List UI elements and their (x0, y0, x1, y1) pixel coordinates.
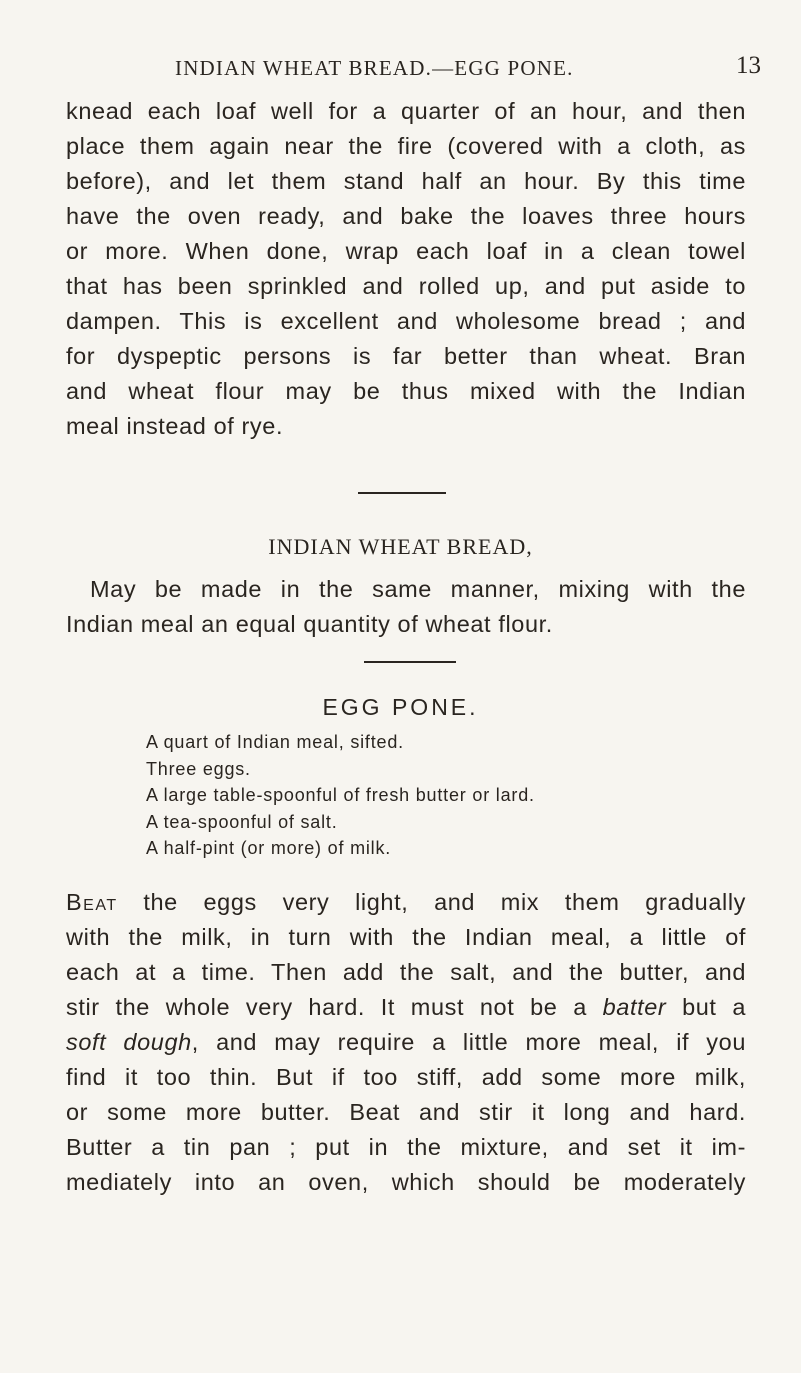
ingredient-item: A quart of Indian meal, sifted. (146, 732, 404, 752)
text-line: each at a time. Then add the salt, and the butter, and (66, 959, 746, 985)
italic-term: soft dough (66, 1029, 192, 1055)
paragraph-indian-wheat-cont (66, 607, 746, 642)
ingredient-item: Three eggs. (146, 758, 251, 779)
ingredient-list (146, 729, 535, 862)
paragraph-knead (66, 94, 746, 444)
lead-word: Beat (66, 889, 118, 915)
text-line (66, 885, 746, 920)
text-line: mediately into an oven, which should be moderately (66, 1169, 746, 1195)
text-line: find it too thin. But if too stiff, add some more milk, (66, 1064, 746, 1090)
text-line: with the milk, in turn with the Indian meal, a little of (66, 924, 746, 950)
text-line: before), and let them stand half an hour. By this time (66, 168, 746, 194)
text-line: and wheat flour may be thus mixed with the Indian (66, 378, 746, 404)
paragraph-egg-pone-method (66, 885, 746, 1200)
running-head (0, 52, 801, 86)
ingredient-item: A half-pint (or more) of milk. (146, 838, 392, 858)
running-title: INDIAN WHEAT BREAD.—EGG PONE. (175, 56, 574, 80)
text-line: knead each loaf well for a quarter of an hour, and then (66, 98, 746, 124)
text-line: that has been sprinkled and rolled up, and put aside to (66, 273, 746, 299)
text-line: meal instead of rye. (66, 413, 284, 439)
ingredient-item: A tea-spoonful of salt. (146, 811, 338, 832)
section-divider (358, 492, 446, 494)
text-line: May be made in the same manner, mixing with the (90, 576, 746, 602)
italic-term: batter (602, 994, 667, 1020)
text-line: place them again near the fire (covered with a cloth, as (66, 133, 746, 159)
text-line: for dyspeptic persons is far better than wheat. Bran (66, 343, 746, 369)
ingredient-item: A large table-spoonful of fresh butter or lard. (146, 785, 535, 805)
paragraph-indian-wheat (90, 572, 746, 607)
text-line: or more. When done, wrap each loaf in a clean towel (66, 238, 746, 264)
text-span: the eggs very light, and mix them gradually (117, 889, 746, 915)
text-span: stir the whole very hard. It must not be a (66, 994, 603, 1020)
section-divider (364, 661, 456, 663)
heading-egg-pone: EGG PONE. (322, 694, 479, 720)
heading-indian-wheat-bread: INDIAN WHEAT BREAD, (268, 534, 533, 559)
text-span: but a (666, 994, 746, 1020)
text-line: Indian meal an equal quantity of wheat flour. (66, 611, 553, 637)
page-number: 13 (736, 52, 761, 79)
text-line: dampen. This is excellent and wholesome bread ; and (66, 308, 746, 334)
text-line: have the oven ready, and bake the loaves three hours (66, 203, 746, 229)
text-line: or some more butter. Beat and stir it long and hard. (66, 1099, 746, 1125)
text-line (66, 990, 746, 1025)
text-span: , and may require a little more meal, if you (191, 1029, 746, 1055)
text-line (66, 1025, 746, 1060)
text-line: Butter a tin pan ; put in the mixture, and set it im- (66, 1134, 746, 1160)
